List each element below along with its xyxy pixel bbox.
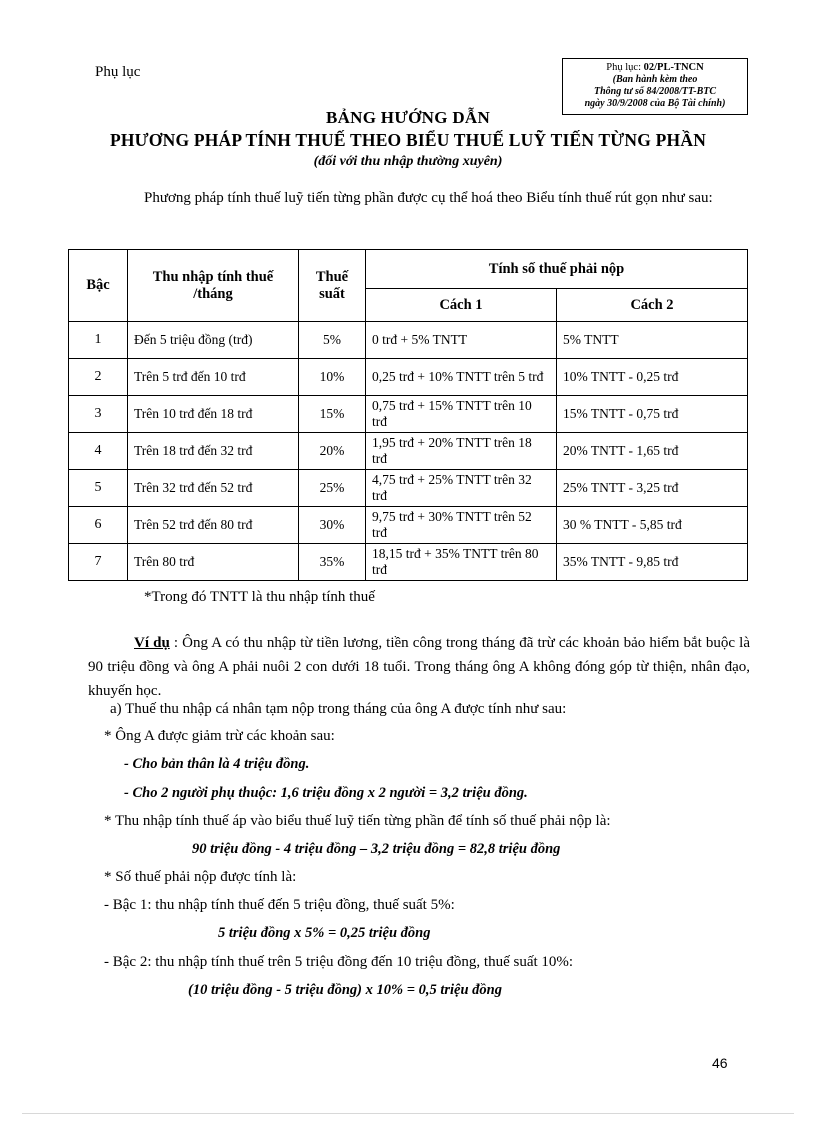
stamp-line-1 [567,62,743,74]
cell-method-1: 0,25 trđ + 10% TNTT trên 5 trđ [366,359,557,396]
line-bracket2: - Bậc 2: thu nhập tính thuế trên 5 triệu đồng đến 10 triệu đồng, thuế suất 10%: [104,954,574,970]
appendix-stamp-box [562,58,748,115]
table-head [69,250,748,322]
stamp-line-4: ngày 30/9/2008 của Bộ Tài chính) [584,97,726,109]
line-bracket1: - Bậc 1: thu nhập tính thuế đến 5 triệu đồng, thuế suất 5%: [104,897,455,913]
cell-tax-rate: 10% [299,359,366,396]
cell-tax-rate: 15% [299,396,366,433]
cell-income-range: Trên 10 trđ đến 18 trđ [128,396,299,433]
table-body [69,322,748,581]
document-title-main: BẢNG HƯỚNG DẪN [325,108,491,127]
cell-income-range: Trên 80 trđ [128,544,299,581]
cell-income-range: Trên 18 trđ đến 32 trđ [128,433,299,470]
cell-bracket-number: 4 [69,433,128,470]
cell-income-range: Trên 5 trđ đến 10 trđ [128,359,299,396]
cell-income-range: Trên 52 trđ đến 80 trđ [128,507,299,544]
cell-bracket-number: 6 [69,507,128,544]
cell-bracket-number: 2 [69,359,128,396]
stamp-prefix: Phụ lục: [606,62,644,73]
line-deduction-head: * Ông A được giảm trừ các khoản sau: [104,728,335,744]
cell-method-1: 18,15 trđ + 35% TNTT trên 80 trđ [366,544,557,581]
cell-method-2: 35% TNTT - 9,85 trđ [557,544,748,581]
cell-bracket-number: 7 [69,544,128,581]
page-number: 46 [712,1055,728,1071]
footer-divider [22,1113,794,1114]
table-row [69,507,748,544]
line-apply-calc: 90 triệu đồng - 4 triệu đồng – 3,2 triệu đồng = 82,8 triệu đồng [192,841,561,857]
example-paragraph [88,631,750,703]
stamp-line-3: Thông tư số 84/2008/TT-BTC [593,86,717,98]
column-header-income-line1: Thu nhập tính thuế [152,268,274,285]
table-row [69,322,748,359]
line-a-intro: a) Thuế thu nhập cá nhân tạm nộp trong tháng của ông A được tính như sau: [110,701,567,717]
table-row [69,470,748,507]
cell-bracket-number: 3 [69,396,128,433]
cell-tax-rate: 5% [299,322,366,359]
cell-tax-rate: 20% [299,433,366,470]
title-block [0,108,816,170]
column-header-way2: Cách 2 [557,289,748,322]
cell-method-1: 1,95 trđ + 20% TNTT trên 18 trđ [366,433,557,470]
table-row [69,433,748,470]
table-row [69,359,748,396]
cell-method-2: 25% TNTT - 3,25 trđ [557,470,748,507]
cell-bracket-number: 1 [69,322,128,359]
table-row [69,396,748,433]
cell-method-1: 4,75 trđ + 25% TNTT trên 32 trđ [366,470,557,507]
cell-method-2: 15% TNTT - 0,75 trđ [557,396,748,433]
cell-income-range: Đến 5 triệu đồng (trđ) [128,322,299,359]
cell-bracket-number: 5 [69,470,128,507]
cell-tax-rate: 25% [299,470,366,507]
tax-bracket-table [68,249,748,581]
line-total-head: * Số thuế phải nộp được tính là: [104,869,297,885]
example-label: Ví dụ [134,635,170,651]
example-text: : Ông A có thu nhập từ tiền lương, tiền công trong tháng đã trừ các khoản bảo hiểm bắt buộc là 90 triệu đồng và ông A phải nuôi 2 con dưới 18 tuổi. Trong tháng ông A không đóng góp từ thiện, nhân đạo, khuyến học. [88,635,750,699]
table-header-row-top [69,250,748,289]
line-bracket2-calc: (10 triệu đồng - 5 triệu đồng) x 10% = 0,5 triệu đồng [188,982,502,998]
cell-tax-rate: 35% [299,544,366,581]
column-header-income-line2: /tháng [193,285,233,302]
column-header-rate [299,250,366,322]
cell-method-2: 5% TNTT [557,322,748,359]
cell-method-2: 30 % TNTT - 5,85 trđ [557,507,748,544]
line-apply-head: * Thu nhập tính thuế áp vào biểu thuế luỹ tiến từng phần để tính số thuế phải nộp là: [104,813,611,829]
cell-method-2: 10% TNTT - 0,25 trđ [557,359,748,396]
cell-method-2: 20% TNTT - 1,65 trđ [557,433,748,470]
appendix-label: Phụ lục [95,64,141,80]
line-deduction-self: - Cho bản thân là 4 triệu đồng. [124,756,310,772]
stamp-code: 02/PL-TNCN [643,62,704,73]
cell-tax-rate: 30% [299,507,366,544]
column-header-bac: Bậc [69,250,128,322]
cell-method-1: 9,75 trđ + 30% TNTT trên 52 trđ [366,507,557,544]
column-header-way1: Cách 1 [366,289,557,322]
cell-income-range: Trên 32 trđ đến 52 trđ [128,470,299,507]
column-header-rate-line2: suất [319,285,345,302]
document-title-sub: PHƯƠNG PHÁP TÍNH THUẾ THEO BIỂU THUẾ LUỸ TIẾN TỪNG PHẦN [109,129,707,150]
column-header-rate-line1: Thuế [315,268,349,285]
line-deduction-dependents: - Cho 2 người phụ thuộc: 1,6 triệu đồng x 2 người = 3,2 triệu đồng. [124,785,528,801]
cell-method-1: 0,75 trđ + 15% TNTT trên 10 trđ [366,396,557,433]
document-title-note: (đối với thu nhập thường xuyên) [313,153,503,169]
table-row [69,544,748,581]
column-header-calc-group: Tính số thuế phải nộp [366,250,748,289]
stamp-line-2: (Ban hành kèm theo [612,74,698,86]
line-bracket1-calc: 5 triệu đồng x 5% = 0,25 triệu đồng [218,925,431,941]
note-tntt: *Trong đó TNTT là thu nhập tính thuế [144,589,375,605]
column-header-income [128,250,299,322]
cell-method-1: 0 trđ + 5% TNTT [366,322,557,359]
intro-paragraph: Phương pháp tính thuế luỹ tiến từng phần được cụ thể hoá theo Biểu tính thuế rút gọn như sau: [144,190,713,206]
